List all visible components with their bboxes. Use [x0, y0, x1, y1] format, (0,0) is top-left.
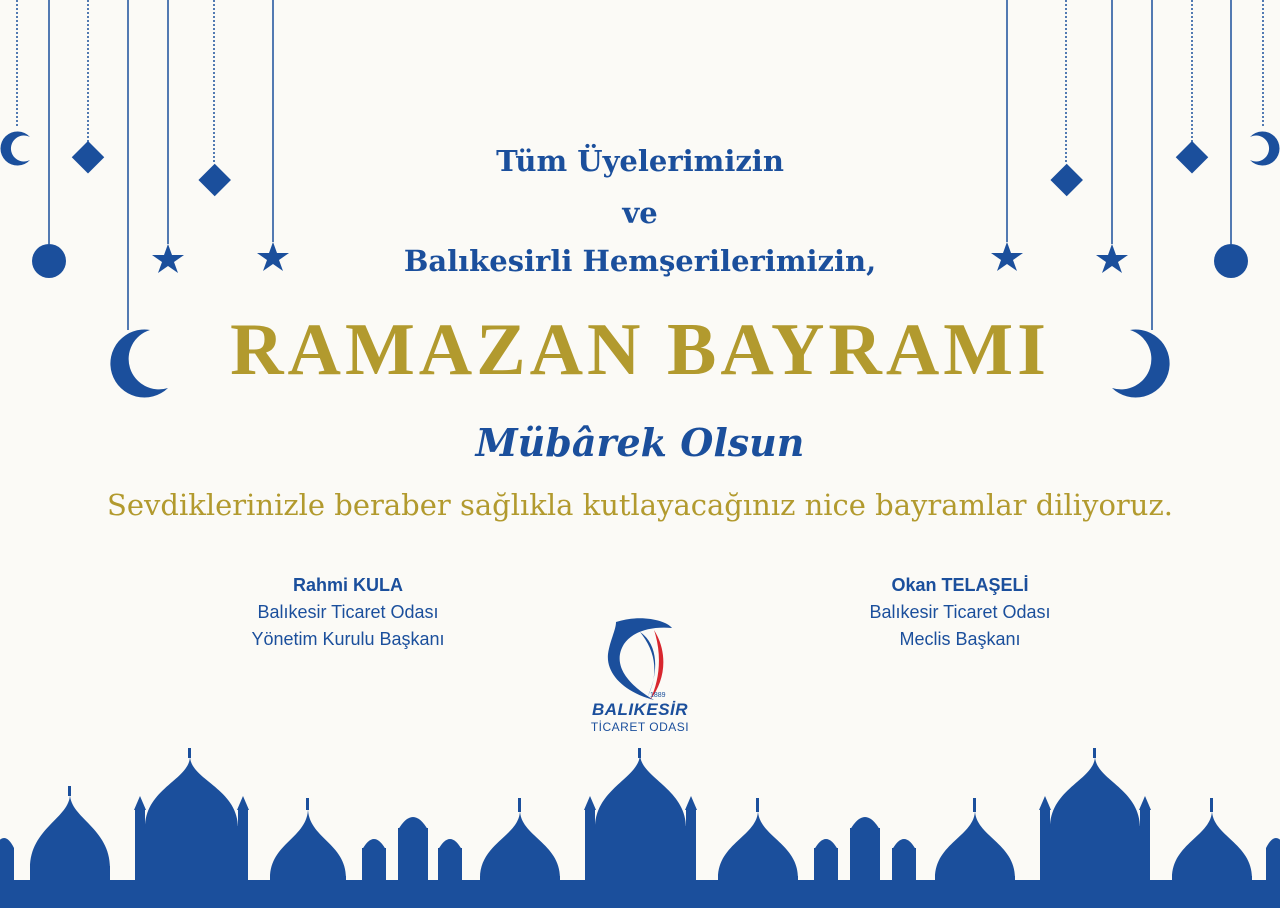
- headline: RAMAZAN BAYRAMI: [230, 309, 1050, 391]
- mosque-icon: [480, 798, 560, 890]
- mosque-icon: [1266, 838, 1280, 888]
- mosque-icon: [1039, 748, 1151, 890]
- logo-year: 1889: [650, 692, 666, 699]
- signatory-left: [188, 572, 508, 653]
- signatory-name: Rahmi KULA: [292, 575, 403, 595]
- greeting-line-1: Tüm Üyelerimizin: [496, 144, 784, 178]
- crescent-icon: [0, 0, 30, 166]
- signatory-org: Balıkesir Ticaret Odası: [257, 602, 439, 622]
- signatory-title: Meclis Başkanı: [899, 629, 1021, 649]
- mosque-icon: [30, 786, 110, 888]
- mosque-skyline: [0, 748, 1280, 908]
- wish-message: Sevdiklerinizle beraber sağlıkla kutlayacağınız nice bayramlar diliyoruz.: [107, 488, 1173, 522]
- signatory-right: [800, 572, 1120, 653]
- mosque-icon: [584, 748, 697, 890]
- subheadline: Mübârek Olsun: [475, 420, 805, 465]
- chamber-logo: [580, 614, 700, 750]
- mosque-icon: [270, 798, 346, 890]
- ball-icon: [32, 0, 66, 278]
- star-icon: [257, 0, 289, 271]
- mosque-icon: [0, 838, 14, 888]
- mosque-icon: [1172, 798, 1252, 890]
- star-icon: [152, 0, 184, 273]
- signatory-title: Yönetim Kurulu Başkanı: [251, 629, 445, 649]
- greeting-line-2: ve: [622, 196, 658, 230]
- signatory-org: Balıkesir Ticaret Odası: [869, 602, 1051, 622]
- logo-brand: BALIKESİR: [591, 700, 689, 719]
- mosque-icon: [362, 817, 462, 890]
- greeting-line-3: Balıkesirli Hemşerilerimizin,: [403, 244, 877, 278]
- ball-icon: [1214, 0, 1248, 278]
- logo-subtitle: TİCARET ODASI: [590, 720, 690, 734]
- star-icon: [991, 0, 1023, 271]
- logo-emblem-icon: [580, 614, 700, 704]
- signatory-name: Okan TELAŞELİ: [891, 575, 1029, 595]
- crescent-icon: [1250, 0, 1280, 166]
- mosque-icon: [814, 817, 916, 890]
- star-icon: [1096, 0, 1128, 273]
- mosque-icon: [935, 798, 1015, 890]
- mosque-icon: [718, 798, 798, 890]
- mosque-icon: [134, 748, 249, 890]
